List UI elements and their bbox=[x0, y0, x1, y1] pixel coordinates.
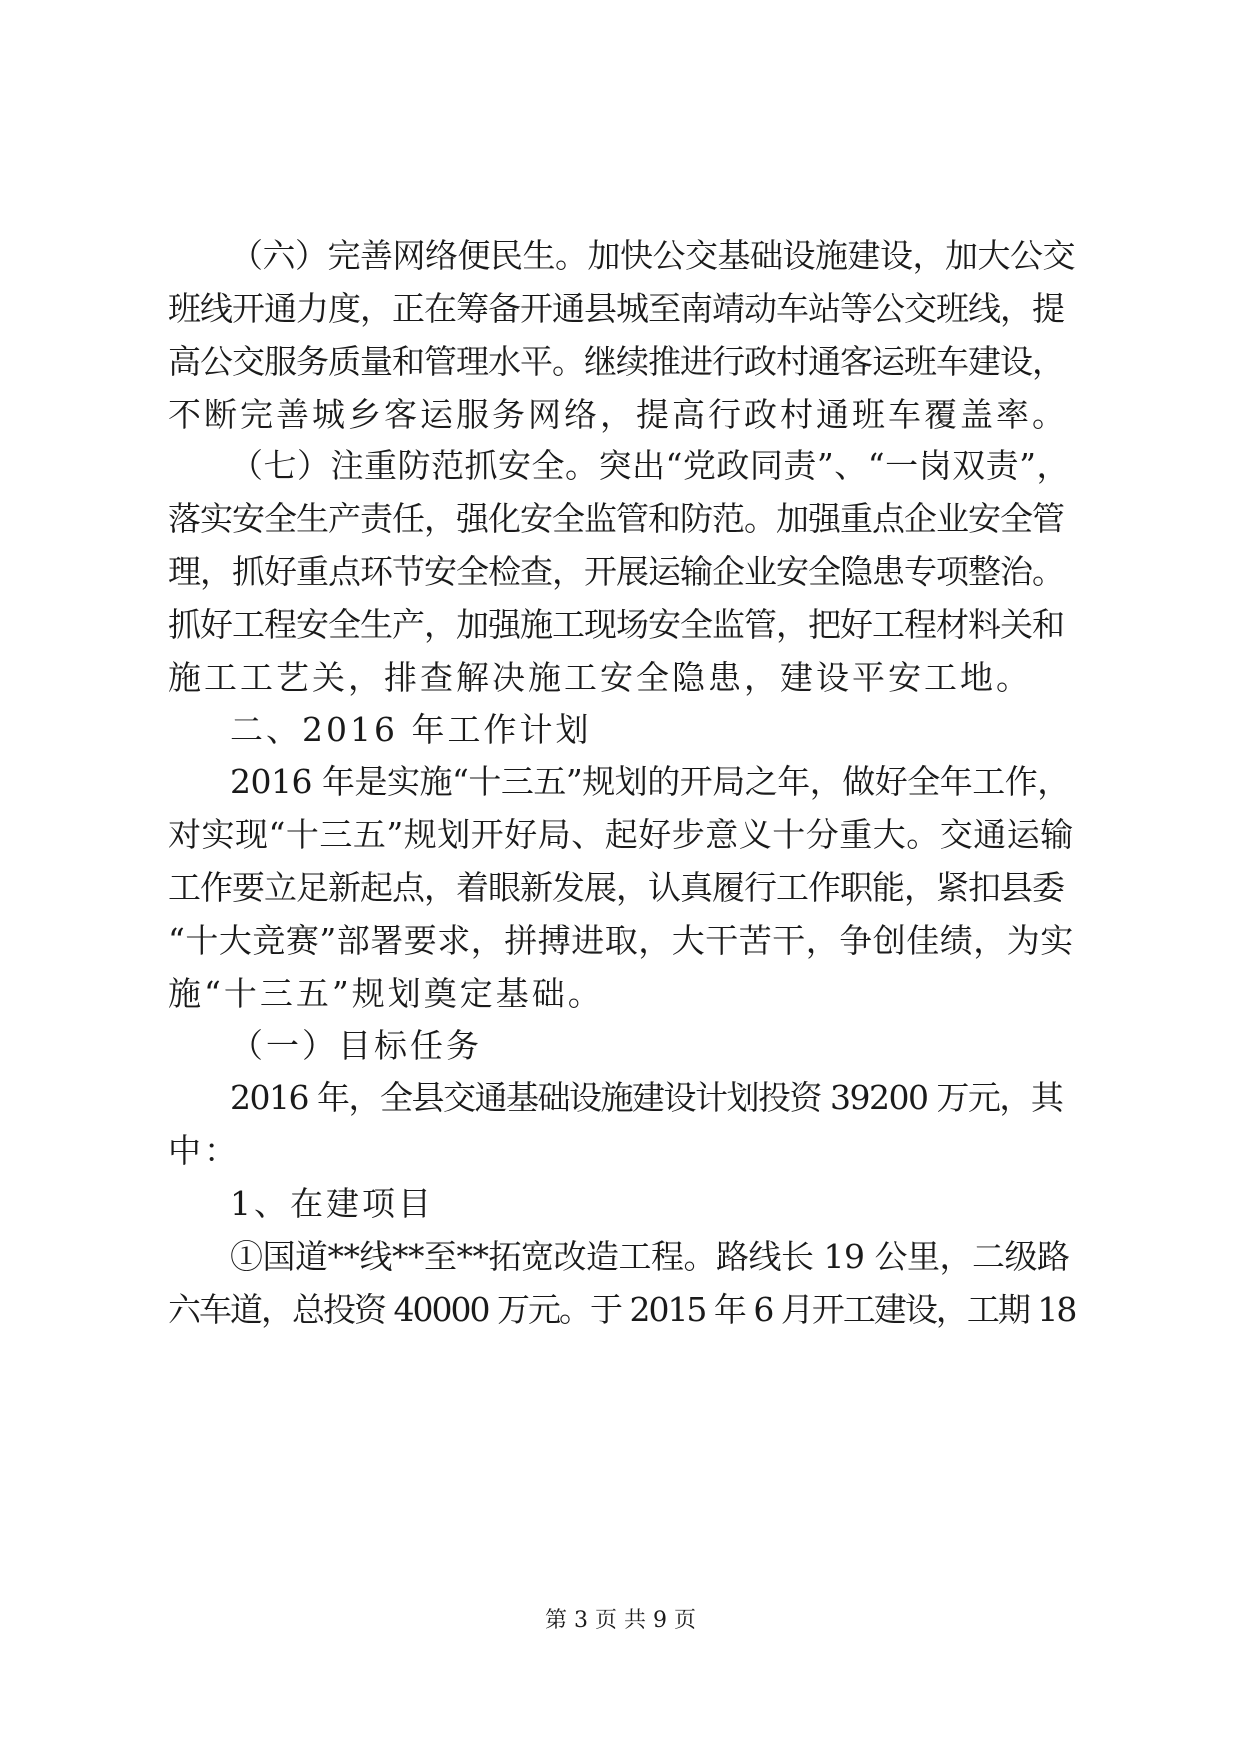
paragraph-line: 六车道，总投资 40000 万元。于 2015 年 6 月开工建设，工期 18 bbox=[168, 1290, 1076, 1329]
paragraph-line: 抓好工程安全生产，加强施工现场安全监管，把好工程材料关和 bbox=[168, 605, 1064, 644]
page-footer: 第 3 页 共 9 页 bbox=[545, 1608, 696, 1633]
paragraph-line: “十大竞赛”部署要求，拼搏进取，大干苦干，争创佳绩，为实 bbox=[168, 921, 1074, 960]
paragraph-line: 工作要立足新起点，着眼新发展，认真履行工作职能，紧扣县委 bbox=[168, 868, 1064, 907]
paragraph-line: ①国道**线**至**拓宽改造工程。路线长 19 公里，二级路 bbox=[230, 1237, 1070, 1276]
paragraph-line: 2016 年是实施“十三五”规划的开局之年，做好全年工作， bbox=[230, 762, 1070, 801]
paragraph-line: 2016 年，全县交通基础设施建设计划投资 39200 万元，其 bbox=[230, 1078, 1063, 1117]
paragraph-line: 班线开通力度，正在筹备开通县城至南靖动车站等公交班线，提 bbox=[168, 289, 1064, 328]
paragraph-line: 对实现“十三五”规划开好局、起好步意义十分重大。交通运输 bbox=[168, 815, 1074, 854]
paragraph-line: 施“十三五”规划奠定基础。 bbox=[168, 974, 604, 1013]
paragraph-line: 不断完善城乡客运服务网络，提高行政村通班车覆盖率。 bbox=[168, 395, 1068, 434]
paragraph-line: 施工工艺关，排查解决施工安全隐患，建设平安工地。 bbox=[168, 658, 1032, 697]
subsection-heading: （一）目标任务 bbox=[230, 1026, 482, 1065]
item-heading: 1、在建项目 bbox=[230, 1184, 434, 1223]
paragraph-line: 中： bbox=[168, 1131, 240, 1170]
paragraph-line: （六）完善网络便民生。加快公交基础设施建设，加大公交 bbox=[230, 236, 1075, 275]
paragraph-line: 高公交服务质量和管理水平。继续推进行政村通客运班车建设， bbox=[168, 342, 1064, 381]
paragraph-line: 理，抓好重点环节安全检查，开展运输企业安全隐患专项整治。 bbox=[168, 552, 1064, 591]
paragraph-line: 落实安全生产责任，强化安全监管和防范。加强重点企业安全管 bbox=[168, 499, 1064, 538]
section-heading: 二、2016 年工作计划 bbox=[230, 710, 592, 749]
paragraph-line: （七）注重防范抓安全。突出“党政同责”、“一岗双责”， bbox=[230, 446, 1070, 485]
